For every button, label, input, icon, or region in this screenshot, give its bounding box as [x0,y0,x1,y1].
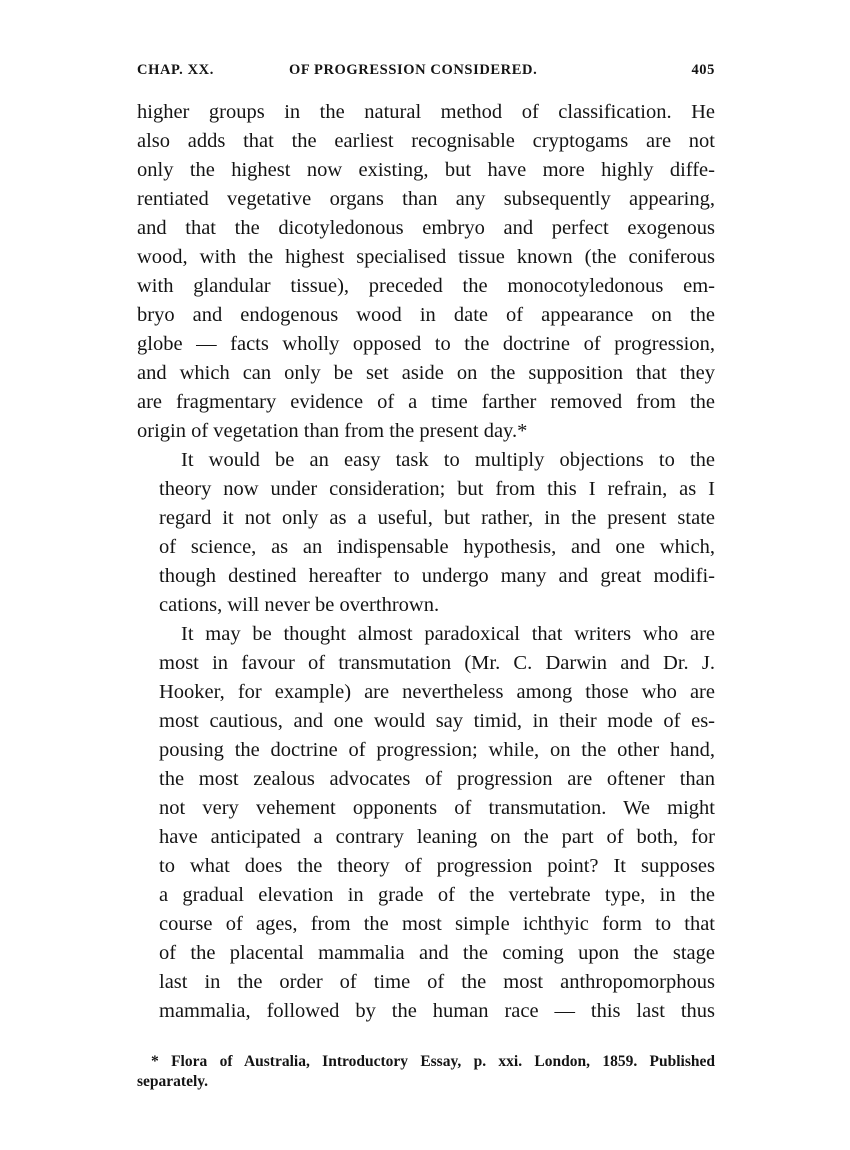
text-line: course of ages, from the most simple ichthyic form to that [159,913,715,935]
text-line: It would be an easy task to multiply objections to the [181,449,715,471]
page-number: 405 [691,62,715,78]
footnote-line: * Flora of Australia, Introductory Essay, p. xxi. London, 1859. Published [151,1053,715,1070]
text-line: and that the dicotyledonous embryo and perfect exogenous [137,217,715,239]
text-line: regard it not only as a useful, but rather, in the present state [159,507,715,529]
paragraph-3 [137,620,715,1026]
text-line: a gradual elevation in grade of the vertebrate type, in the [159,884,715,906]
text-line: bryo and endogenous wood in date of appearance on the [137,304,715,326]
text-line: higher groups in the natural method of classification. He [137,101,715,123]
text-line: of science, as an indispensable hypothesis, and one which, [159,536,715,558]
running-head [137,62,715,84]
text-line: Hooker, for example) are nevertheless among those who are [159,681,715,703]
text-line: mammalia, followed by the human race — this last thus [159,1000,715,1022]
text-line: cations, will never be overthrown. [159,594,440,616]
text-line: rentiated vegetative organs than any subsequently appearing, [137,188,715,210]
text-line: though destined hereafter to undergo many and great modifi- [159,565,715,587]
text-line: only the highest now existing, but have more highly diffe- [137,159,715,181]
text-line: to what does the theory of progression point? It supposes [159,855,715,877]
text-line: are fragmentary evidence of a time farther removed from the [137,391,715,413]
footnote [137,1052,715,1092]
body-text [137,98,715,1026]
text-line: with glandular tissue), preceded the monocotyledonous em- [137,275,715,297]
text-line: origin of vegetation than from the present day.* [137,420,528,442]
text-line: most in favour of transmutation (Mr. C. Darwin and Dr. J. [159,652,715,674]
running-title: OF PROGRESSION CONSIDERED. [289,62,538,78]
text-line: theory now under consideration; but from this I refrain, as I [159,478,715,500]
text-line: the most zealous advocates of progression are oftener than [159,768,715,790]
text-line: and which can only be set aside on the supposition that they [137,362,715,384]
text-line: also adds that the earliest recognisable cryptogams are not [137,130,715,152]
text-line: of the placental mammalia and the coming upon the stage [159,942,715,964]
text-line: pousing the doctrine of progression; while, on the other hand, [159,739,715,761]
text-line: not very vehement opponents of transmutation. We might [159,797,715,819]
paragraph-1 [137,98,715,446]
text-line: last in the order of time of the most anthropomorphous [159,971,715,993]
text-line: wood, with the highest specialised tissue known (the coniferous [137,246,715,268]
paragraph-2 [137,446,715,620]
text-line: It may be thought almost paradoxical that writers who are [181,623,715,645]
text-line: have anticipated a contrary leaning on the part of both, for [159,826,715,848]
chapter-label: CHAP. XX. [137,62,214,78]
text-line: most cautious, and one would say timid, in their mode of es- [159,710,715,732]
footnote-line: separately. [137,1073,209,1090]
text-line: globe — facts wholly opposed to the doctrine of progression, [137,333,715,355]
book-page [137,62,715,1092]
